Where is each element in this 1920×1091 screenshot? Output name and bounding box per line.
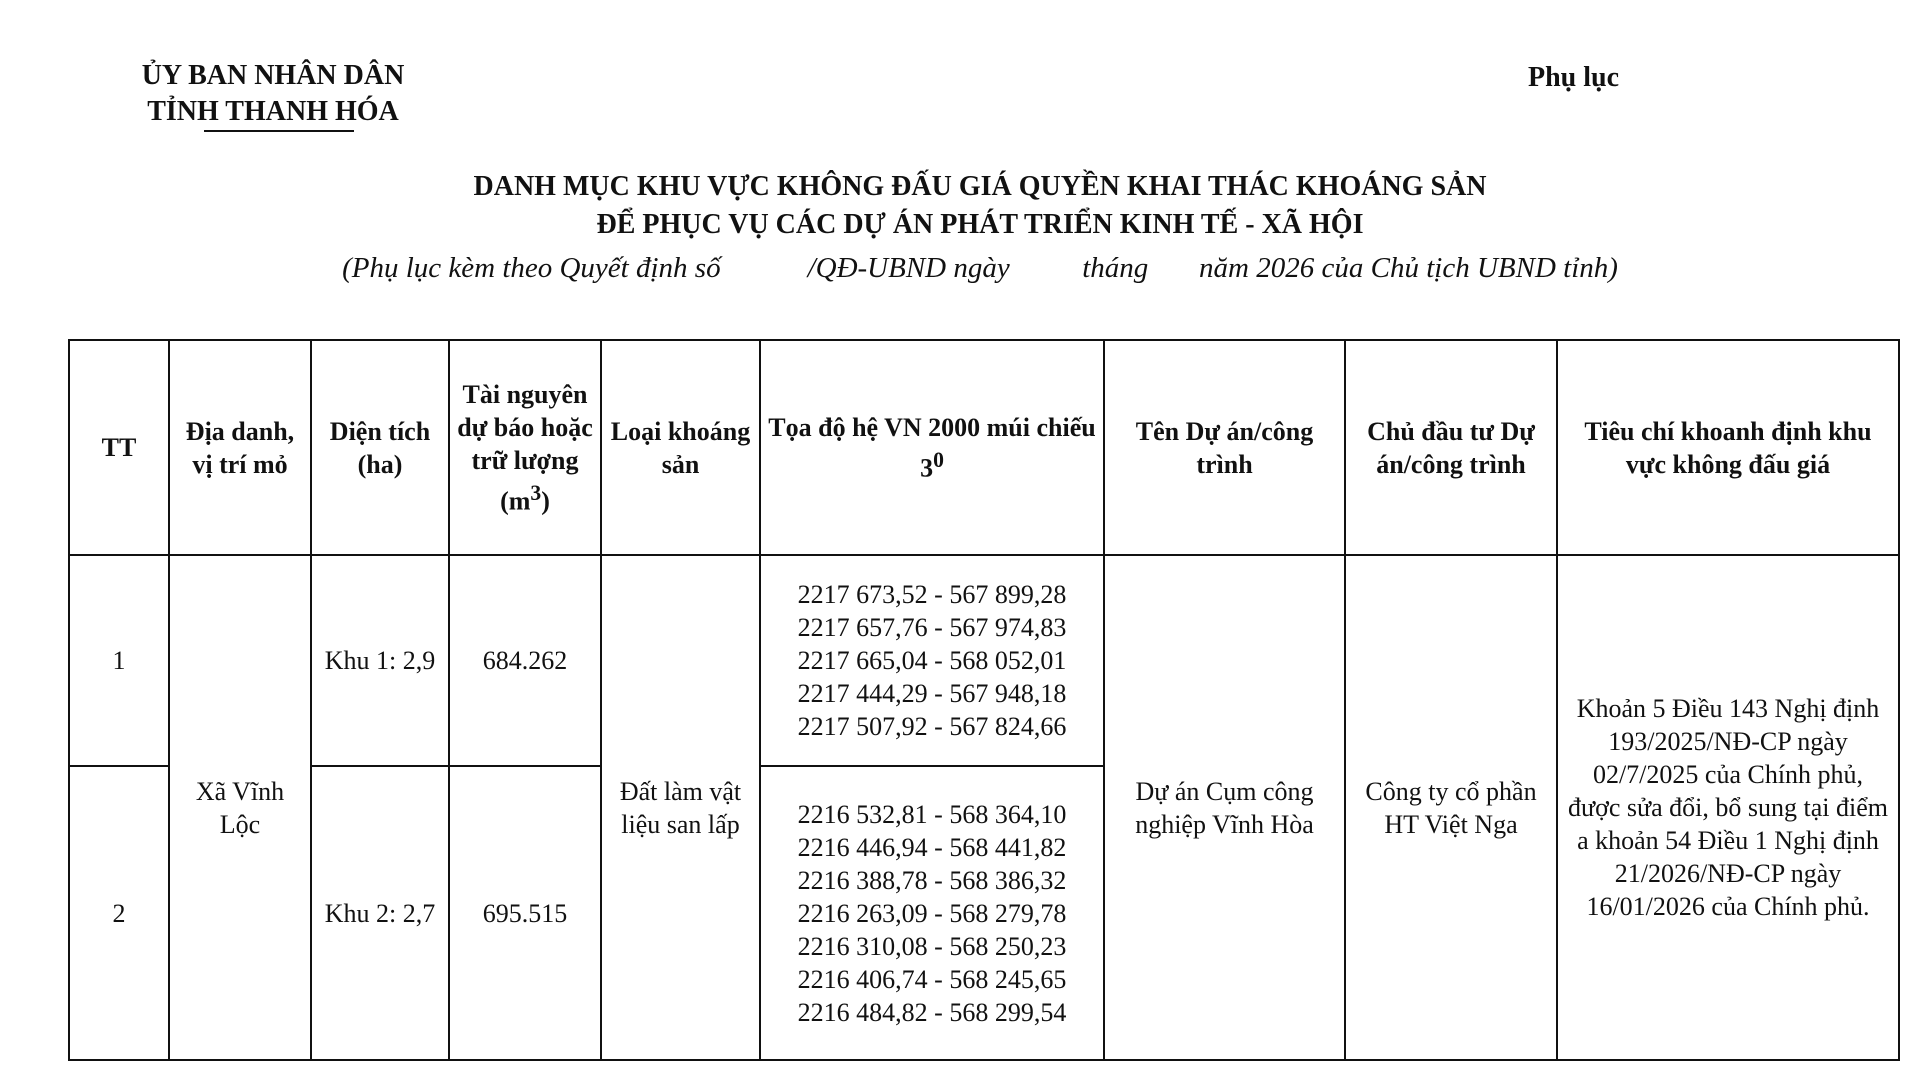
header-tt: TT (69, 340, 169, 555)
coordinate-pair: 2217 665,04 - 568 052,01 (797, 646, 1067, 675)
cell-criteria: Khoản 5 Điều 143 Nghị định 193/2025/NĐ-CP ngày 02/7/2025 của Chính phủ, được sửa đổi, bổ sung tại điểm a khoản 54 Điều 1 Nghị định 21/2026/NĐ-CP ngày 16/01/2026 của Chính phủ. (1557, 555, 1899, 1060)
org-line-2: TỈNH THANH HÓA (147, 96, 399, 127)
cell-area: Khu 1: 2,9 (311, 555, 449, 766)
document-subtitle: (Phụ lục kèm theo Quyết định số /QĐ-UBND ngày tháng năm 2026 của Chủ tịch UBND tỉnh) (342, 252, 1618, 284)
header-coords-sup: 0 (933, 447, 944, 472)
coordinate-pair: 2216 484,82 - 568 299,54 (797, 997, 1067, 1027)
header-mineral: Loại khoáng sản (601, 340, 760, 555)
header-project: Tên Dự án/công trình (1104, 340, 1345, 555)
cell-project: Dự án Cụm công nghiệp Vĩnh Hòa (1104, 555, 1345, 1060)
coordinate-pair: 2216 446,94 - 568 441,82 (797, 832, 1067, 862)
header-area: Diện tích (ha) (311, 340, 449, 555)
cell-investor: Công ty cổ phần HT Việt Nga (1345, 555, 1557, 1060)
title-line-1: DANH MỤC KHU VỰC KHÔNG ĐẤU GIÁ QUYỀN KHAI THÁC KHOÁNG SẢN (473, 171, 1487, 202)
coordinate-pair: 2216 532,81 - 568 364,10 (797, 799, 1067, 829)
cell-location: Xã Vĩnh Lộc (169, 555, 311, 1060)
cell-mineral: Đất làm vật liệu san lấp (601, 555, 760, 1060)
header-resource (449, 340, 601, 555)
cell-resource: 695.515 (449, 766, 601, 1060)
coordinate-pair: 2216 310,08 - 568 250,23 (797, 931, 1067, 961)
title-line-2: ĐỂ PHỤC VỤ CÁC DỰ ÁN PHÁT TRIỂN KINH TẾ - XÃ HỘI (596, 209, 1364, 240)
header-location: Địa danh, vị trí mỏ (169, 340, 311, 555)
table-header-row (69, 340, 1899, 555)
header-coords-text: Tọa độ hệ VN 2000 múi chiếu 3 (768, 412, 1096, 483)
mining-area-table (68, 339, 1900, 1061)
header-resource-close: ) (541, 486, 550, 516)
appendix-label: Phụ lục (1528, 62, 1620, 93)
cell-resource: 684.262 (449, 555, 601, 766)
cell-tt: 1 (69, 555, 169, 766)
header-resource-sup: 3 (530, 480, 542, 505)
table-row (69, 555, 1899, 766)
coordinate-pair: 2216 388,78 - 568 386,32 (797, 865, 1067, 895)
header-investor: Chủ đầu tư Dự án/công trình (1345, 340, 1557, 555)
header-coords (760, 340, 1104, 555)
header-resource-text: Tài nguyên dự báo hoặc trữ lượng (m (457, 379, 593, 516)
coordinate-pair: 2216 406,74 - 568 245,65 (797, 964, 1067, 994)
cell-coords (760, 555, 1104, 766)
coordinate-pair: 2217 657,76 - 567 974,83 (797, 613, 1067, 642)
org-underline (204, 130, 354, 132)
coordinate-pair: 2217 507,92 - 567 824,66 (797, 712, 1067, 741)
document-title (0, 168, 1920, 244)
cell-area: Khu 2: 2,7 (311, 766, 449, 1060)
header-criteria: Tiêu chí khoanh định khu vực không đấu giá (1557, 340, 1899, 555)
cell-tt: 2 (69, 766, 169, 1060)
coordinate-pair: 2217 444,29 - 567 948,18 (797, 679, 1067, 708)
cell-coords (760, 766, 1104, 1060)
issuing-authority (108, 58, 438, 130)
coordinate-pair: 2216 263,09 - 568 279,78 (797, 898, 1067, 928)
coordinate-pair: 2217 673,52 - 567 899,28 (797, 580, 1067, 609)
org-line-1: ỦY BAN NHÂN DÂN (141, 60, 405, 91)
